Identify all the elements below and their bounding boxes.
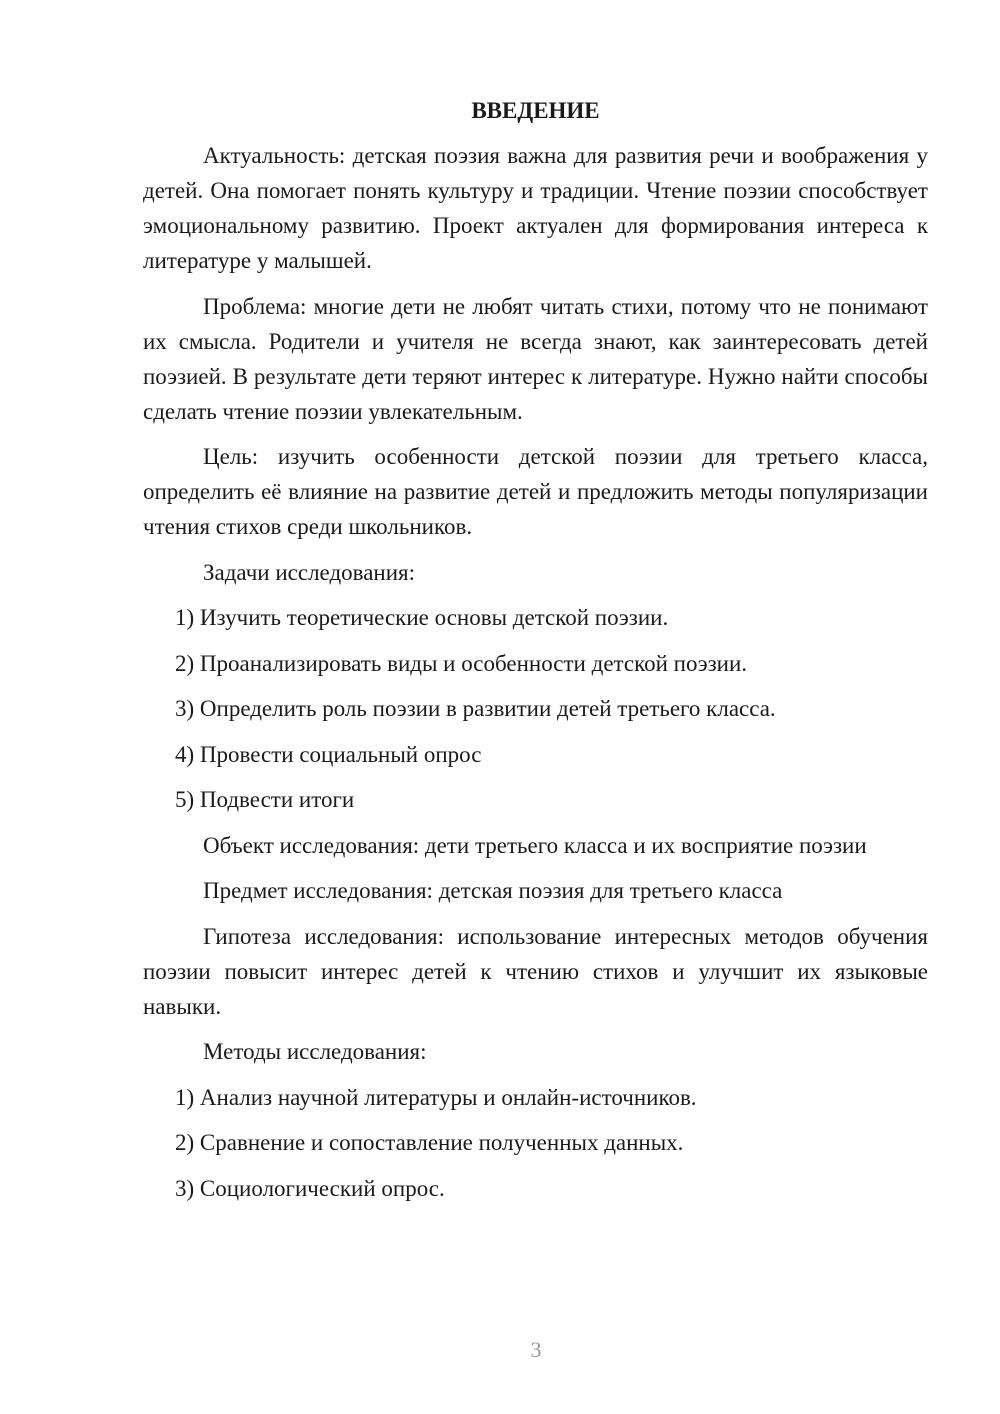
page-content <box>143 93 928 1216</box>
methods-heading: Методы исследования: <box>203 1039 427 1064</box>
tasks-list-item: 3) Определить роль поэзии в развитии детей третьего класса. <box>175 696 776 721</box>
page-number: 3 <box>530 1337 542 1362</box>
problem-paragraph: Проблема: многие дети не любят читать стихи, потому что не понимают их смысла. Родители и учителя не всегда знают, как заинтересовать детей поэзией. В результате дети теряют интерес к литературе. Нужно найти способы сделать чтение поэзии увлекательным. <box>143 293 928 424</box>
object-paragraph: Объект исследования: дети третьего класса и их восприятие поэзии <box>203 832 867 858</box>
tasks-list-item: 5) Подвести итоги <box>175 787 355 812</box>
tasks-list <box>143 600 928 817</box>
hypothesis-paragraph: Гипотеза исследования: использование интересных методов обучения поэзии повысит интерес детей к чтению стихов и улучшит их языковые навыки. <box>143 923 928 1019</box>
methods-list <box>143 1080 928 1206</box>
tasks-list-item: 2) Проанализировать виды и особенности детской поэзии. <box>175 650 748 676</box>
methods-list-item: 1) Анализ научной литературы и онлайн-источников. <box>175 1084 697 1110</box>
tasks-list-item: 4) Провести социальный опрос <box>175 741 482 767</box>
relevance-paragraph: Актуальность: детская поэзия важна для развития речи и воображения у детей. Она помогает понять культуру и традиции. Чтение поэзии способствует эмоциональному развитию. Проект актуален для формирования интереса к литературе у малышей. <box>143 143 928 273</box>
subject-paragraph: Предмет исследования: детская поэзия для третьего класса <box>203 878 783 903</box>
goal-paragraph: Цель: изучить особенности детской поэзии для третьего класса, определить её влияние на развитие детей и предложить методы популяризации чтения стихов среди школьников. <box>143 444 928 539</box>
methods-list-item: 3) Социологический опрос. <box>175 1175 445 1201</box>
tasks-list-item: 1) Изучить теоретические основы детской поэзии. <box>175 605 669 630</box>
methods-list-item: 2) Сравнение и сопоставление полученных данных. <box>175 1130 684 1155</box>
tasks-heading: Задачи исследования: <box>203 559 416 585</box>
page-title: ВВЕДЕНИЕ <box>471 98 600 123</box>
